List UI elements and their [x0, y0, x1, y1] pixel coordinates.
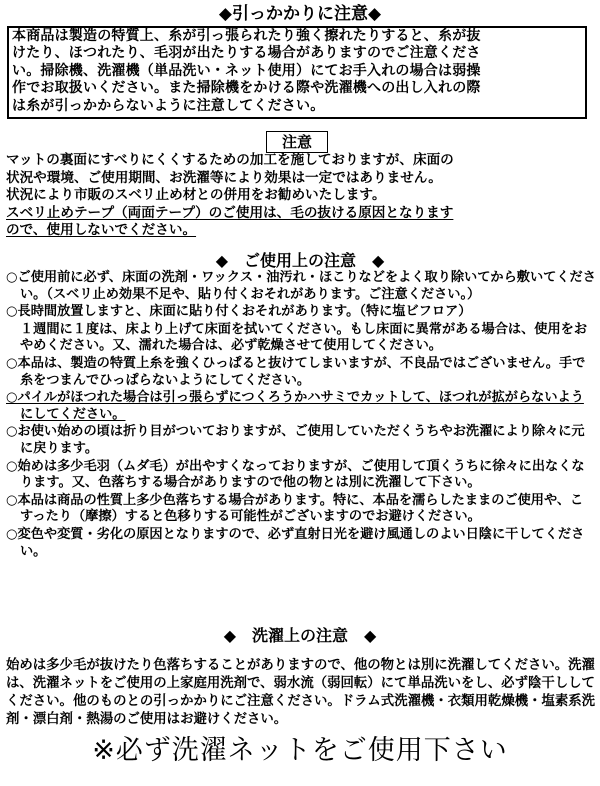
usage-cautions-heading: ◆ ご使用上の注意 ◆ [215, 251, 385, 270]
note-underlined-line: ので、使用しないでください。 [6, 222, 197, 238]
caution-item-continuation: １週間に１度は、床より上げて床面を拭いてください。もし床面に異常がある場合は、使用をおやめください。又、濡れた場合は、必ず乾燥させて使用してください。 [20, 321, 588, 354]
note-heading: 注意 [266, 131, 328, 153]
snag-line: は糸が引っかからないように注意してください。 [12, 97, 325, 114]
snag-line: 作でお取扱いください。また掃除機をかける際や洗濯機への出し入れの際 [12, 80, 481, 97]
washing-cautions-text: 始めは多少毛が抜けたり色落ちすることがありますので、他の物とは別に洗濯してください。洗濯は、洗濯ネットをご使用の上家庭用洗剤で、弱水流（弱回転）にて単品洗いをし、必ず陰干ししてください。他のものとの引っかかりにご注意ください。ドラム式洗濯機・衣類用乾燥機・塩素系洗剤・漂白剤・熱湯のご使用はお避けください。 [6, 658, 596, 727]
note-line: 状況や環境、ご使用期間、お洗濯等により効果は一定ではありません。 [6, 169, 442, 186]
caution-item: ○本品は、製造の特質上糸を強くひっぱると抜けてしまいますが、不良品ではございません。手で糸をつまんでひっぱらないようにしてください。 [6, 355, 586, 388]
note-line: 状況により市販のスベリ止め材との併用をお勧めいたします。 [6, 187, 386, 203]
snag-line: 本商品は製造の特質上、糸が引っ張られたり強く擦れたりすると、糸が抜 [12, 28, 481, 44]
snag-warning-title-text: ◆引っかかりに注意◆ [213, 4, 387, 24]
caution-item: ○長時間放置しますと、床面に貼り付くおそれがあります。（特に塩ビフロア） [6, 304, 472, 320]
caution-item: ○お使い始めの頃は折り目がついておりますが、ご使用していただくうちやお洗濯により除々に元に戻ります。 [6, 424, 585, 456]
caution-item: ○ご使用前に必ず、床面の洗剤・ワックス・油汚れ・ほこりなどをよく取り除いてから敷いてください。（スベリ止め効果不足や、貼り付くおそれがあります。ご注意ください。） [6, 270, 596, 302]
usage-cautions-list [6, 270, 596, 561]
snag-line: けたり、ほつれたり、毛羽が出たりする場合がありますのでご注意くださ [12, 45, 481, 62]
snag-line: い。掃除機、洗濯機（単品洗い・ネット使用）にてお手入れの場合は弱操 [12, 62, 481, 79]
caution-item-underlined: ○パイルがほつれた場合は引っ張らずにつくろうかハサミでカットして、ほつれが拡がらないようにしてください。 [6, 390, 584, 422]
note-body [6, 152, 596, 240]
snag-warning-title [0, 2, 600, 26]
caution-item: ○始めは多少毛羽（ムダ毛）が出やすくなっておりますが、ご使用して頂くうちに徐々に出なくなります。又、色落ちする場合がありますので他の物とは別に洗濯して下さい。 [6, 458, 585, 491]
caution-item: ○本品は商品の性質上多少色落ちする場合があります。特に、本品を濡らしたままのご使用や、こすったり（摩擦）すると色移りする可能性がございますのでお避けください。 [6, 492, 584, 525]
laundry-net-message: ※必ず洗濯ネットをご使用下さい [92, 735, 508, 766]
washing-cautions-heading: ◆ 洗濯上の注意 ◆ [223, 626, 377, 645]
caution-item: ○変色や変質・劣化の原因となりますので、必ず直射日光を避け風通しのよい日陰に干してください。 [6, 526, 585, 559]
snag-warning-text [12, 28, 588, 115]
note-line: マットの裏面にすべりにくくするための加工を施しておりますが、床面の [6, 152, 454, 168]
note-underlined-line: スベリ止めテープ（両面テープ）のご使用は、毛の抜ける原因となります [6, 204, 454, 221]
